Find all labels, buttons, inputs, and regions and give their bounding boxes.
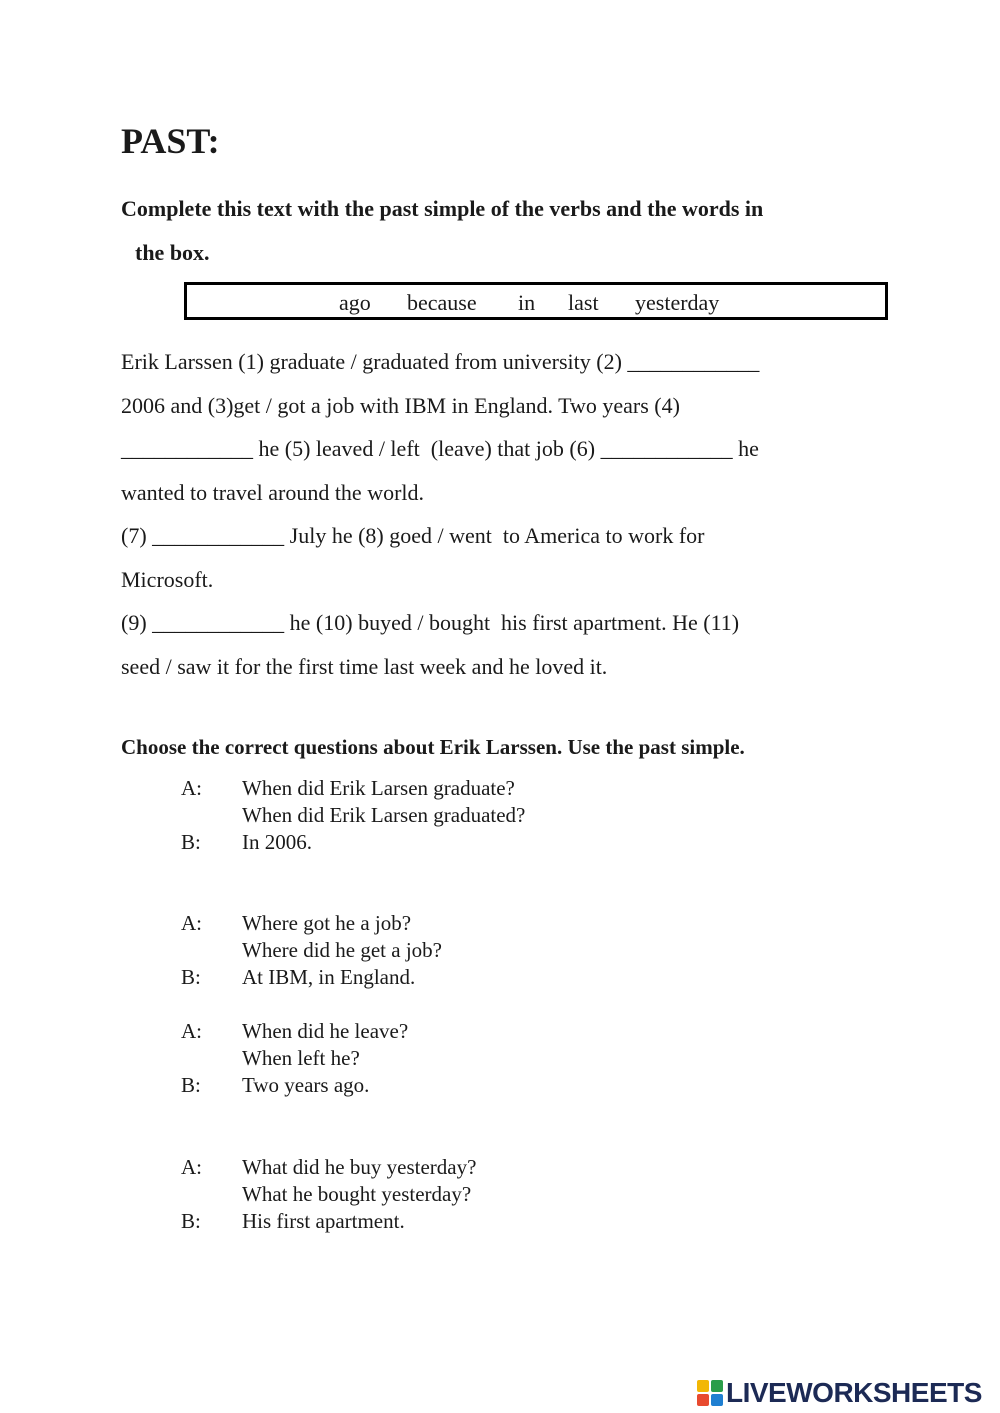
a-label: A: — [181, 911, 202, 935]
liveworksheets-logo-icon — [697, 1380, 723, 1406]
instruction-2: Choose the correct questions about Erik Larssen. Use the past simple. — [121, 735, 745, 759]
logo-square-3 — [697, 1394, 709, 1406]
a-label: A: — [181, 776, 202, 800]
text-line: ____________ he (5) leaved / left (leave) that job (6) ____________ he — [121, 436, 759, 461]
b-label: B: — [181, 1209, 201, 1233]
brand-name: LIVEWORKSHEETS — [726, 1377, 982, 1408]
b-label: B: — [181, 965, 201, 989]
b-label: B: — [181, 830, 201, 854]
liveworksheets-logo — [697, 1378, 982, 1408]
instruction-line-2: the box. — [135, 240, 210, 265]
text-line: (7) ____________ July he (8) goed / went to America to work for — [121, 523, 705, 548]
word-in: in — [518, 290, 536, 315]
word-box — [184, 282, 888, 320]
answer-text: At IBM, in England. — [242, 965, 416, 989]
answer-text: In 2006. — [242, 830, 312, 854]
logo-square-2 — [711, 1380, 723, 1392]
text-line: 2006 and (3)get / got a job with IBM in England. Two years (4) — [121, 393, 680, 418]
text-line: seed / saw it for the first time last week and he loved it. — [121, 654, 608, 679]
text-line: wanted to travel around the world. — [121, 480, 425, 505]
logo-square-4 — [711, 1394, 723, 1406]
question-option-1[interactable]: When did Erik Larsen graduate? — [242, 776, 515, 800]
a-label: A: — [181, 1155, 202, 1179]
word-last: last — [568, 290, 599, 315]
b-label: B: — [181, 1073, 201, 1097]
text-line: (9) ____________ he (10) buyed / bought his first apartment. He (11) — [121, 610, 740, 635]
instruction-line-1: Complete this text with the past simple of the verbs and the words in — [121, 196, 764, 221]
question-option-1[interactable]: What did he buy yesterday? — [242, 1155, 477, 1179]
answer-text: Two years ago. — [242, 1073, 370, 1097]
text-line: Erik Larssen (1) graduate / graduated from university (2) ____________ — [121, 349, 760, 374]
logo-square-1 — [697, 1380, 709, 1392]
word-ago: ago — [339, 290, 371, 315]
text-line: Microsoft. — [121, 567, 214, 592]
page-title: PAST: — [121, 121, 220, 161]
question-option-1[interactable]: When did he leave? — [242, 1019, 409, 1043]
answer-text: His first apartment. — [242, 1209, 405, 1233]
word-yesterday: yesterday — [635, 290, 720, 315]
question-option-1[interactable]: Where got he a job? — [242, 911, 412, 935]
question-option-2[interactable]: When did Erik Larsen graduated? — [242, 803, 526, 827]
question-option-2[interactable]: Where did he get a job? — [242, 938, 442, 962]
a-label: A: — [181, 1019, 202, 1043]
question-option-2[interactable]: When left he? — [242, 1046, 360, 1070]
word-because: because — [407, 290, 477, 315]
question-option-2[interactable]: What he bought yesterday? — [242, 1182, 472, 1206]
